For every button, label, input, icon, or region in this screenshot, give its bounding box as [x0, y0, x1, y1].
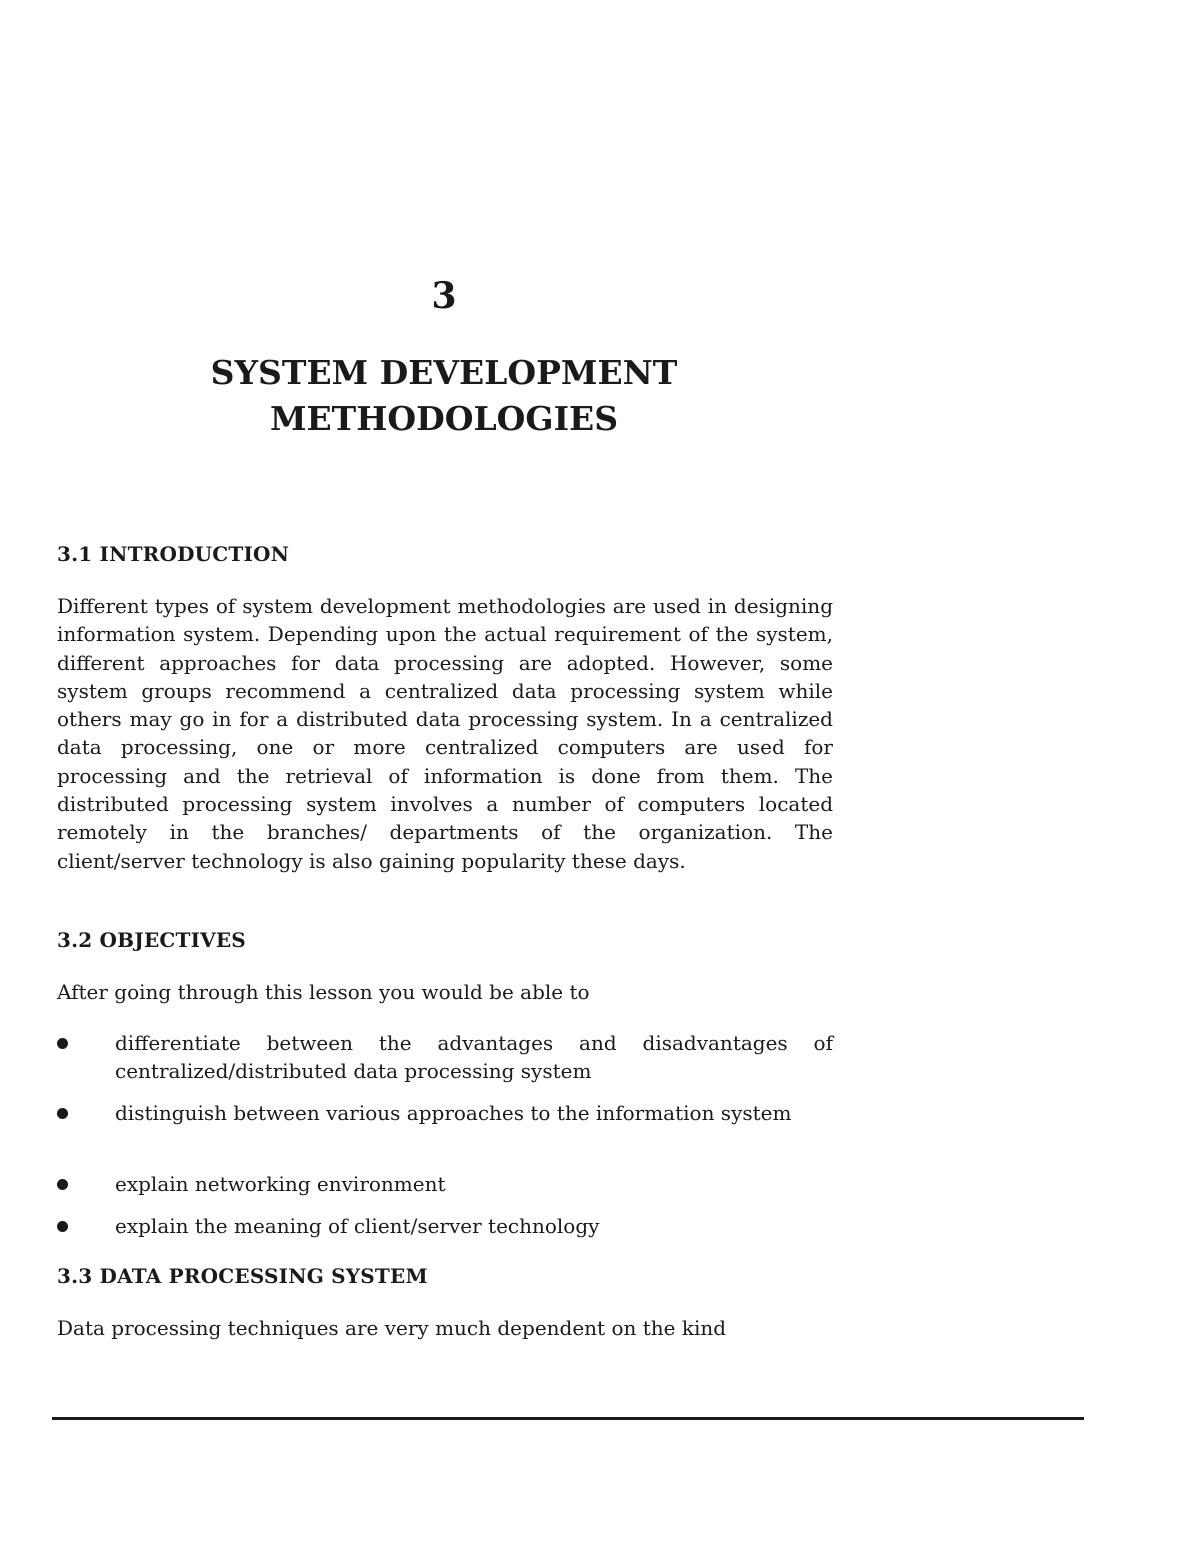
chapter-title-line-2: METHODOLOGIES	[269, 399, 619, 438]
objectives-intro-paragraph: After going through this lesson you would be able to	[57, 980, 590, 1004]
chapter-title	[0, 350, 888, 442]
objective-text: explain the meaning of client/server technology	[115, 1214, 600, 1238]
section-heading-data-processing-system: 3.3 DATA PROCESSING SYSTEM	[57, 1264, 428, 1288]
introduction-paragraph: Different types of system development methodologies are used in designing information system. Depending upon the actual requirement of the system, different approaches for data processing are adopted. However, some system groups recommend a centralized data processing system while others may go in for a distributed data processing system. In a centralized data processing, one or more centralized computers are used for processing and the retrieval of information is done from them. The distributed processing system involves a number of computers located remotely in the branches/ departments of the organization. The client/server technology is also gaining popularity these days.	[57, 594, 833, 873]
bullet-icon	[57, 1108, 68, 1119]
section-heading-objectives: 3.2 OBJECTIVES	[57, 928, 246, 952]
objective-text: distinguish between various approaches to the information system	[115, 1101, 792, 1125]
bullet-icon	[57, 1038, 68, 1049]
section-heading-introduction: 3.1 INTRODUCTION	[57, 542, 290, 566]
chapter-number: 3	[431, 275, 457, 317]
objective-text: explain networking environment	[115, 1172, 446, 1196]
data-processing-paragraph: Data processing techniques are very much dependent on the kind	[57, 1316, 727, 1340]
bullet-icon	[57, 1221, 68, 1232]
chapter-title-line-1: SYSTEM DEVELOPMENT	[210, 353, 678, 392]
bullet-icon	[57, 1179, 68, 1190]
footer-divider	[52, 1417, 1084, 1420]
objective-text: differentiate between the advantages and disadvantages of centralized/distributed data processing system	[115, 1031, 833, 1084]
